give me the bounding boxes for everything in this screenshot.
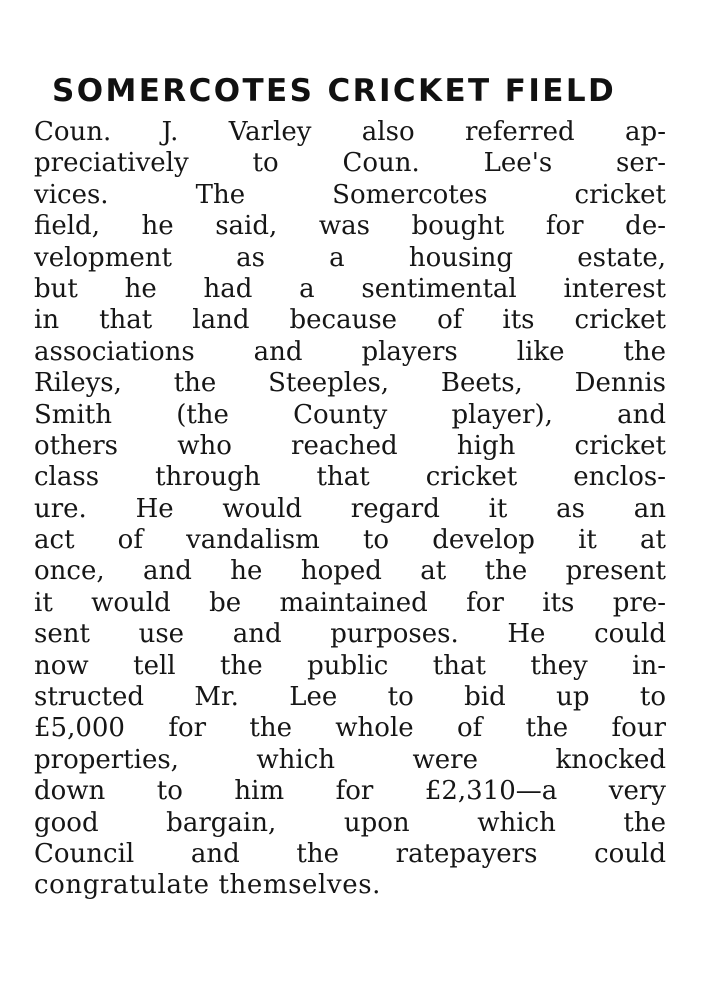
article-line: associations and players like the (34, 336, 666, 367)
article-line: vices. The Somercotes cricket (34, 179, 666, 210)
article-line: Coun. J. Varley also referred ap- (34, 117, 666, 147)
article-line: good bargain, upon which the (34, 807, 666, 838)
article-line: Council and the ratepayers could (34, 838, 666, 869)
headline: SOMERCOTES CRICKET FIELD (52, 73, 617, 109)
article-line: but he had a sentimental interest (34, 273, 666, 304)
article-body (34, 117, 666, 902)
article-line: preciatively to Coun. Lee's ser- (34, 148, 666, 179)
article-line: field, he said, was bought for de- (34, 211, 666, 242)
article-line: congratulate themselves. (34, 870, 382, 901)
article-line: ure. He would regard it as an (34, 493, 666, 524)
article-line: down to him for £2,310—a very (34, 776, 666, 807)
article-line: it would be maintained for its pre- (34, 587, 666, 618)
article-line: sent use and purposes. He could (34, 619, 666, 650)
article-line: velopment as a housing estate, (34, 242, 666, 273)
article-line: class through that cricket enclos- (34, 462, 666, 493)
article-line: once, and he hoped at the present (34, 556, 666, 587)
article-line: Rileys, the Steeples, Beets, Dennis (34, 368, 666, 399)
article-line: structed Mr. Lee to bid up to (34, 682, 666, 713)
article-line: Smith (the County player), and (34, 399, 666, 430)
article-line: properties, which were knocked (34, 744, 666, 775)
article-line: now tell the public that they in- (34, 650, 666, 681)
article-line: act of vandalism to develop it at (34, 525, 666, 556)
article-line: in that land because of its cricket (34, 305, 666, 336)
article-line: £5,000 for the whole of the four (34, 713, 666, 744)
article-line: others who reached high cricket (34, 430, 666, 461)
